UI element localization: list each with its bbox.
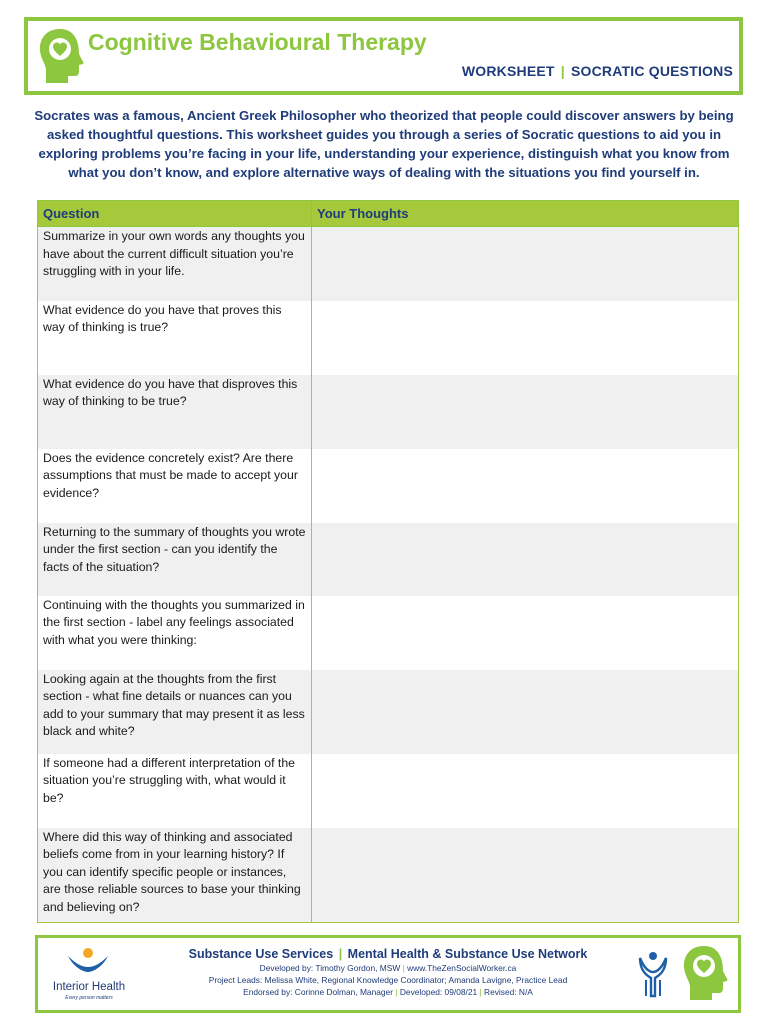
question-cell: If someone had a different interpretation of the situation you’re struggling with, what would it be? xyxy=(38,754,312,828)
table-row xyxy=(38,523,739,596)
thoughts-cell[interactable] xyxy=(312,523,739,596)
worksheet-subtitle xyxy=(462,63,733,79)
question-cell: Returning to the summary of thoughts you wrote under the first section - can you identify the facts of the situation? xyxy=(38,523,312,596)
column-header-question: Question xyxy=(38,201,312,227)
footer-organizations xyxy=(158,946,618,962)
thoughts-cell[interactable] xyxy=(312,227,739,301)
org-substance-use-services: Substance Use Services xyxy=(188,947,334,961)
org-separator: | xyxy=(338,947,343,961)
table-row xyxy=(38,754,739,828)
socratic-questions-table xyxy=(37,200,739,923)
table-row xyxy=(38,828,739,923)
question-cell: Looking again at the thoughts from the first section - what fine details or nuances can you add to your summary that may present it as less black and white? xyxy=(38,670,312,754)
column-header-your-thoughts: Your Thoughts xyxy=(312,201,739,227)
worksheet-label: WORKSHEET xyxy=(461,63,555,79)
interior-health-tagline: Every person matters xyxy=(65,995,113,1001)
org-mhsu-network: Mental Health & Substance Use Network xyxy=(347,947,588,961)
worksheet-footer xyxy=(35,935,741,1013)
project-leads-line xyxy=(158,974,618,986)
developed-by-line xyxy=(158,962,618,974)
revised-date: Revised: N/A xyxy=(484,987,533,997)
project-leads-primary: Project Leads: Melissa White, Regional Knowledge Coordinator; xyxy=(208,975,447,985)
table-row xyxy=(38,670,739,754)
credit-separator: | xyxy=(479,987,482,997)
worksheet-header xyxy=(24,17,743,95)
website-link[interactable]: www.TheZenSocialWorker.ca xyxy=(407,963,517,973)
question-cell: Does the evidence concretely exist? Are there assumptions that must be made to accept your evidence? xyxy=(38,449,312,523)
question-cell: Continuing with the thoughts you summarized in the first section - label any feelings associated with what you were thinking: xyxy=(38,596,312,670)
interior-health-name: Interior Health xyxy=(52,981,126,993)
thoughts-cell[interactable] xyxy=(312,301,739,375)
interior-health-logo xyxy=(44,944,134,1004)
head-heart-icon xyxy=(682,944,728,1002)
table-row xyxy=(38,227,739,301)
worksheet-type: SOCRATIC QUESTIONS xyxy=(570,63,733,79)
head-heart-icon xyxy=(38,27,84,85)
thoughts-cell[interactable] xyxy=(312,596,739,670)
table-header-row xyxy=(38,201,739,227)
question-cell: Where did this way of thinking and associated beliefs come from in your learning history? If you can identify specific people or instances, are those reliable sources to base your thinking and believing on? xyxy=(38,828,312,923)
thoughts-cell[interactable] xyxy=(312,828,739,923)
thoughts-cell[interactable] xyxy=(312,449,739,523)
endorsed-by: Endorsed by: Corinne Dolman, Manager xyxy=(243,987,394,997)
question-cell: Summarize in your own words any thoughts you have about the current difficult situation you’re struggling with in your life. xyxy=(38,227,312,301)
developed-date: Developed: 09/08/21 xyxy=(399,987,478,997)
credit-separator: | xyxy=(395,987,398,997)
developed-by: Developed by: Timothy Gordon, MSW xyxy=(259,963,401,973)
table-row xyxy=(38,596,739,670)
endorsement-line xyxy=(158,986,618,998)
subtitle-separator: | xyxy=(560,63,565,79)
intro-paragraph: Socrates was a famous, Ancient Greek Philosopher who theorized that people could discover answers by being asked thoughtful questions. This worksheet guides you through a series of Socratic questions to aid you in exploring problems you’re facing in your life, understanding your experience, distinguish what you know from what you don’t know, and explore alternative ways of dealing with the situations you find yourself in. xyxy=(34,108,734,180)
thoughts-cell[interactable] xyxy=(312,375,739,449)
table-row xyxy=(38,375,739,449)
thoughts-cell[interactable] xyxy=(312,670,739,754)
worksheet-title: Cognitive Behavioural Therapy xyxy=(88,29,427,55)
project-leads-secondary: Amanda Lavigne, Practice Lead xyxy=(448,975,568,985)
question-cell: What evidence do you have that disproves this way of thinking to be true? xyxy=(38,375,312,449)
table-row xyxy=(38,449,739,523)
interior-health-mark-icon xyxy=(64,946,112,976)
thoughts-cell[interactable] xyxy=(312,754,739,828)
table-row xyxy=(38,301,739,375)
footer-credits xyxy=(158,946,618,998)
question-cell: What evidence do you have that proves this way of thinking is true? xyxy=(38,301,312,375)
mhsu-network-icon xyxy=(638,950,668,998)
credit-separator: | xyxy=(402,963,405,973)
